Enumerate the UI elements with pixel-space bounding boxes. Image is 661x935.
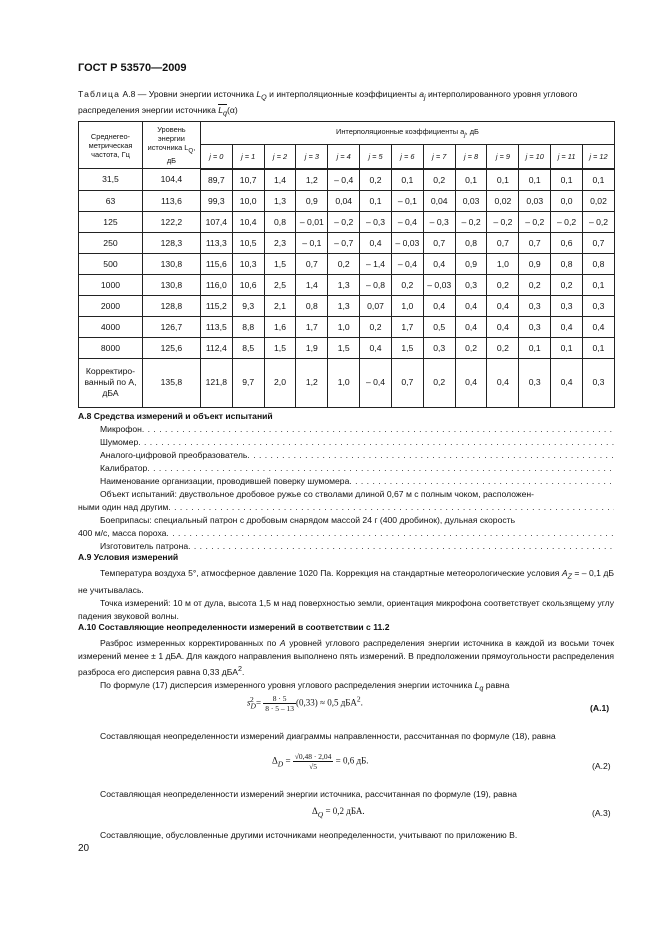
paragraph: Точка измерений: 10 м от дула, высота 1,5 м над поверхностью земли, ориентация микрофона соответствует скользящему углу падения звуковой волны. [78, 597, 614, 621]
cell-coefficient: 1,6 [264, 316, 296, 337]
cell-coefficient: – 0,2 [583, 211, 615, 232]
table-caption: Таблица А.8 — Уровни энергии источника $L_Q$ и интерполяционные коэффициенты $a_j$ интерполированного уровня углового распределения энергии источника $L_q(\alpha)$ [78, 89, 578, 118]
cell-coefficient: 0,7 [391, 358, 423, 407]
cell-coefficient: 0,8 [551, 253, 583, 274]
header-j: j = 5 [360, 145, 392, 169]
cell-coefficient: – 0,4 [391, 253, 423, 274]
section-a8-heading: А.8 Средства измерений и объект испытаний [78, 411, 273, 421]
table-row [79, 253, 615, 274]
cell-coefficient: – 0,01 [296, 211, 328, 232]
cell-coefficient: 8,8 [232, 316, 264, 337]
data-table [78, 121, 615, 408]
paragraph: Составляющие, обусловленные другими источниками неопределенности, учитывают по приложению В. [100, 830, 518, 840]
cell-coefficient: 0,4 [360, 337, 392, 358]
cell-coefficient: 10,7 [232, 169, 264, 191]
cell-level: 130,8 [142, 253, 200, 274]
formula-a2: $\Delta_D$ = $\frac{√0,48 \cdot 2,04}{√5}$ = 0,6 дБ. [272, 752, 369, 771]
cell-frequency: 8000 [79, 337, 143, 358]
cell-coefficient: 2,0 [264, 358, 296, 407]
caption-label: Таблица [78, 89, 121, 99]
section-a8: А.8 Средства измерений и объект испытаний Микрофон . . . Шумомер . . . Аналого-цифровой преобразователь . . . Калибратор . . . Наименование организации, проводившей поверку шумомера . . . Объект испытаний: двуствольное дробовое ружье со стволами длиной 0,67 м с полным чоком, расположен- ными один над другим . . . Боеприпасы: специальный патрон с дробовым снарядом массой 24 г (400 дробинок), дульная скорость 400 м/с, масса пороха . . . Изготовитель патрона . . . [78, 410, 614, 553]
cell-coefficient: 1,3 [328, 295, 360, 316]
dotted-line: 400 м/с, масса пороха . . . [78, 527, 614, 540]
cell-coefficient: 0,4 [423, 253, 455, 274]
cell-level: 113,6 [142, 190, 200, 211]
cell-coefficient: 10,4 [232, 211, 264, 232]
cell-level: 126,7 [142, 316, 200, 337]
cell-coefficient: – 0,3 [423, 211, 455, 232]
cell-coefficient: 0,07 [360, 295, 392, 316]
cell-coefficient: 1,7 [296, 316, 328, 337]
dotted-line: Аналого-цифровой преобразователь . . . [100, 449, 614, 462]
cell-coefficient: – 0,2 [328, 211, 360, 232]
cell-coefficient: 0,3 [583, 295, 615, 316]
cell-coefficient: 0,7 [583, 232, 615, 253]
cell-coefficient: 9,7 [232, 358, 264, 407]
cell-coefficient: 0,2 [360, 316, 392, 337]
cell-coefficient: – 0,3 [360, 211, 392, 232]
cell-coefficient: – 0,7 [328, 232, 360, 253]
header-j: j = 11 [551, 145, 583, 169]
cell-coefficient: 0,8 [296, 295, 328, 316]
cell-coefficient: 0,1 [583, 274, 615, 295]
cell-coefficient: – 0,1 [296, 232, 328, 253]
cell-coefficient: 0,1 [519, 169, 551, 191]
cell-coefficient: – 0,1 [391, 190, 423, 211]
cell-coefficient: – 0,4 [360, 358, 392, 407]
table-row [79, 232, 615, 253]
cell-coefficient: 112,4 [200, 337, 232, 358]
cell-coefficient: 0,9 [455, 253, 487, 274]
cell-coefficient: 0,2 [423, 358, 455, 407]
cell-frequency: 63 [79, 190, 143, 211]
formula-a3: $\Delta_Q = 0,2$ дБА. [312, 806, 365, 819]
header-frequency: Среднегео-метрическая частота, Гц [79, 122, 143, 169]
section-a9 [78, 551, 614, 623]
header-j: j = 4 [328, 145, 360, 169]
cell-coefficient: – 0,4 [391, 211, 423, 232]
cell-coefficient: – 0,2 [487, 211, 519, 232]
dotted-line: Изготовитель патрона . . . [100, 540, 614, 553]
cell-coefficient: 0,1 [455, 169, 487, 191]
cell-coefficient: 1,2 [296, 169, 328, 191]
cell-coefficient: 0,4 [487, 358, 519, 407]
paragraph: По формуле (17) дисперсия измеренного уровня углового распределения энергии источника $L_q$ равна [100, 679, 510, 693]
cell-coefficient: 0,03 [519, 190, 551, 211]
header-j: j = 9 [487, 145, 519, 169]
header-j: j = 6 [391, 145, 423, 169]
cell-coefficient: – 0,2 [455, 211, 487, 232]
dotted-line: Наименование организации, проводившей поверку шумомера . . . [100, 475, 614, 488]
table-row [79, 190, 615, 211]
cell-coefficient: 0,7 [519, 232, 551, 253]
cell-coefficient: 0,8 [264, 211, 296, 232]
cell-coefficient: 0,1 [583, 169, 615, 191]
dotted-line: Микрофон . . . [100, 423, 614, 436]
cell-frequency: 4000 [79, 316, 143, 337]
cell-frequency: Корректиро-ванный по А, дБА [79, 358, 143, 407]
cell-frequency: 500 [79, 253, 143, 274]
cell-coefficient: 10,5 [232, 232, 264, 253]
cell-coefficient: 2,3 [264, 232, 296, 253]
cell-coefficient: 0,1 [551, 169, 583, 191]
cell-coefficient: 1,9 [296, 337, 328, 358]
table-row [79, 211, 615, 232]
cell-coefficient: 0,5 [423, 316, 455, 337]
cell-coefficient: 0,3 [455, 274, 487, 295]
table-row [79, 337, 615, 358]
cell-frequency: 125 [79, 211, 143, 232]
cell-level: 130,8 [142, 274, 200, 295]
cell-coefficient: 0,2 [328, 253, 360, 274]
cell-coefficient: 0,3 [519, 358, 551, 407]
cell-coefficient: 0,04 [328, 190, 360, 211]
cell-coefficient: 0,3 [519, 316, 551, 337]
cell-coefficient: 0,9 [519, 253, 551, 274]
formula-a1: $s_D^2$ = $\frac{8 \cdot 5}{8 \cdot 5 - 13}$ (0,33) ≈ 0,5 дБА$^2$. [247, 694, 363, 713]
cell-coefficient: 121,8 [200, 358, 232, 407]
table-row [79, 316, 615, 337]
cell-coefficient: 99,3 [200, 190, 232, 211]
cell-coefficient: 0,1 [551, 337, 583, 358]
cell-coefficient: – 1,4 [360, 253, 392, 274]
dotted-line: Шумомер . . . [100, 436, 614, 449]
cell-coefficient: 0,1 [391, 169, 423, 191]
cell-coefficient: 0,2 [551, 274, 583, 295]
cell-coefficient: 107,4 [200, 211, 232, 232]
formula-a3-number: (А.3) [592, 808, 611, 818]
header-coefficients: Интерполяционные коэффициенты $a_j$, дБ [200, 122, 614, 145]
cell-coefficient: 0,9 [296, 190, 328, 211]
cell-coefficient: – 0,2 [551, 211, 583, 232]
cell-coefficient: 0,7 [423, 232, 455, 253]
cell-coefficient: – 0,2 [519, 211, 551, 232]
cell-coefficient: 0,3 [423, 337, 455, 358]
cell-coefficient: 0,4 [551, 316, 583, 337]
cell-coefficient: 0,2 [360, 169, 392, 191]
formula-a1-number: (А.1) [590, 703, 610, 713]
section-a10 [78, 621, 614, 696]
header-level: Уровень энергии источника $L_Q$, дБ [142, 122, 200, 169]
cell-coefficient: 115,2 [200, 295, 232, 316]
page-number: 20 [78, 843, 90, 854]
cell-coefficient: 0,4 [455, 316, 487, 337]
cell-coefficient: 89,7 [200, 169, 232, 191]
header-j: j = 8 [455, 145, 487, 169]
cell-coefficient: 1,5 [264, 337, 296, 358]
cell-coefficient: 1,7 [391, 316, 423, 337]
cell-level: 135,8 [142, 358, 200, 407]
cell-coefficient: 8,5 [232, 337, 264, 358]
cell-coefficient: 1,3 [264, 190, 296, 211]
cell-coefficient: 0,6 [551, 232, 583, 253]
cell-coefficient: 0,0 [551, 190, 583, 211]
cell-coefficient: 0,2 [423, 169, 455, 191]
cell-frequency: 1000 [79, 274, 143, 295]
cell-coefficient: 0,4 [455, 295, 487, 316]
document-header: ГОСТ Р 53570—2009 [78, 62, 187, 74]
cell-coefficient: 1,0 [328, 316, 360, 337]
cell-coefficient: 0,7 [296, 253, 328, 274]
table-row [79, 358, 615, 407]
cell-coefficient: 2,5 [264, 274, 296, 295]
table-row [79, 274, 615, 295]
header-j: j = 1 [232, 145, 264, 169]
cell-coefficient: 10,6 [232, 274, 264, 295]
cell-coefficient: 0,1 [519, 337, 551, 358]
cell-coefficient: 0,4 [487, 316, 519, 337]
cell-coefficient: 0,4 [360, 232, 392, 253]
cell-coefficient: 0,4 [551, 358, 583, 407]
cell-coefficient: 0,1 [487, 169, 519, 191]
cell-coefficient: 1,0 [487, 253, 519, 274]
cell-coefficient: 1,0 [328, 358, 360, 407]
header-j: j = 10 [519, 145, 551, 169]
paragraph: Разброс измеренных корректированных по А уровней углового распределения энергии источника в каждой из восьми точек измерений менее ± 1 дБА. Для каждого направления выполнено пять измерений. В предположении прямоугольности распределения разброса его дисперсия равна 0,33 дБА$^2$. [78, 638, 614, 677]
cell-coefficient: 1,5 [328, 337, 360, 358]
cell-level: 122,2 [142, 211, 200, 232]
cell-coefficient: 1,3 [328, 274, 360, 295]
cell-coefficient: 0,4 [455, 358, 487, 407]
cell-coefficient: 0,2 [519, 274, 551, 295]
cell-level: 128,3 [142, 232, 200, 253]
cell-coefficient: 0,8 [583, 253, 615, 274]
cell-level: 128,8 [142, 295, 200, 316]
cell-coefficient: 0,4 [423, 295, 455, 316]
section-a9-heading: А.9 Условия измерений [78, 552, 179, 562]
cell-coefficient: 9,3 [232, 295, 264, 316]
dotted-line: ными один над другим . . . [78, 501, 614, 514]
cell-coefficient: 0,1 [360, 190, 392, 211]
cell-coefficient: 115,6 [200, 253, 232, 274]
cell-coefficient: 0,7 [487, 232, 519, 253]
cell-coefficient: 10,0 [232, 190, 264, 211]
cell-level: 125,6 [142, 337, 200, 358]
cell-level: 104,4 [142, 169, 200, 191]
cell-coefficient: 0,2 [487, 274, 519, 295]
formula-a2-number: (А.2) [592, 761, 611, 771]
cell-coefficient: 0,2 [391, 274, 423, 295]
paragraph: Составляющая неопределенности измерений диаграммы направленности, рассчитанная по формуле (18), равна [100, 731, 556, 741]
cell-coefficient: – 0,03 [423, 274, 455, 295]
table-row [79, 295, 615, 316]
cell-coefficient: 1,4 [264, 169, 296, 191]
cell-coefficient: 1,5 [264, 253, 296, 274]
cell-coefficient: – 0,8 [360, 274, 392, 295]
cell-coefficient: 0,03 [455, 190, 487, 211]
cell-coefficient: 1,2 [296, 358, 328, 407]
paragraph: Температура воздуха 5°, атмосферное давление 1020 Па. Коррекция на стандартные метеорологические условия $A_Z$ = – 0,1 дБ не учитывалась. [78, 568, 615, 595]
cell-coefficient: 0,4 [583, 316, 615, 337]
cell-coefficient: 10,3 [232, 253, 264, 274]
dotted-line: Калибратор . . . [100, 462, 614, 475]
cell-coefficient: 0,02 [583, 190, 615, 211]
cell-coefficient: 113,5 [200, 316, 232, 337]
cell-coefficient: 0,1 [583, 337, 615, 358]
cell-coefficient: 113,3 [200, 232, 232, 253]
header-j: j = 2 [264, 145, 296, 169]
cell-coefficient: 0,8 [455, 232, 487, 253]
header-j: j = 12 [583, 145, 615, 169]
cell-coefficient: – 0,4 [328, 169, 360, 191]
cell-coefficient: 0,4 [487, 295, 519, 316]
table-row [79, 169, 615, 191]
cell-coefficient: 1,4 [296, 274, 328, 295]
cell-coefficient: 0,3 [519, 295, 551, 316]
cell-frequency: 31,5 [79, 169, 143, 191]
cell-coefficient: – 0,03 [391, 232, 423, 253]
header-j: j = 0 [200, 145, 232, 169]
cell-coefficient: 116,0 [200, 274, 232, 295]
cell-coefficient: 0,2 [455, 337, 487, 358]
cell-coefficient: 0,2 [487, 337, 519, 358]
paragraph: Составляющая неопределенности измерений энергии источника, рассчитанная по формуле (19), равна [100, 789, 517, 799]
cell-coefficient: 0,02 [487, 190, 519, 211]
cell-coefficient: 1,0 [391, 295, 423, 316]
header-j: j = 3 [296, 145, 328, 169]
cell-frequency: 250 [79, 232, 143, 253]
cell-coefficient: 1,5 [391, 337, 423, 358]
cell-coefficient: 2,1 [264, 295, 296, 316]
cell-frequency: 2000 [79, 295, 143, 316]
cell-coefficient: 0,3 [583, 358, 615, 407]
cell-coefficient: 0,04 [423, 190, 455, 211]
cell-coefficient: 0,3 [551, 295, 583, 316]
header-j: j = 7 [423, 145, 455, 169]
section-a10-heading: А.10 Составляющие неопределенности измерений в соответствии с 11.2 [78, 622, 390, 632]
